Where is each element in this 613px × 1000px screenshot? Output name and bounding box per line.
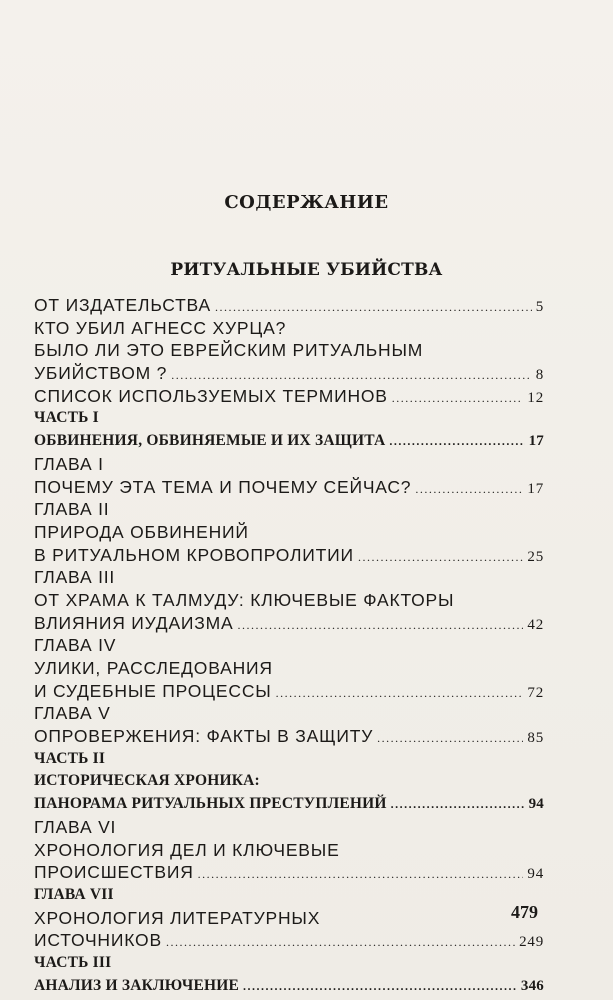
toc-entry-text: ОПРОВЕРЖЕНИЯ: ФАКТЫ В ЗАЩИТУ <box>34 726 374 747</box>
dot-leader <box>389 430 524 453</box>
toc-entry-text: ГЛАВА I <box>34 453 104 474</box>
toc-entry <box>34 952 544 975</box>
dot-leader <box>276 682 524 703</box>
toc-entry-text: АНАЛИЗ И ЗАКЛЮЧЕНИЕ <box>34 976 240 994</box>
toc-entry-text: ОТ ИЗДАТЕЛЬСТВА <box>34 295 211 315</box>
toc-entry-text: ГЛАВА VII <box>34 885 114 903</box>
toc-entry <box>34 861 544 884</box>
toc-entry <box>34 385 544 408</box>
toc-entry-text: ГЛАВА IV <box>34 635 117 656</box>
toc-entry <box>34 430 544 453</box>
toc-entry-text: ИСТОЧНИКОВ <box>34 930 162 951</box>
toc-entry <box>34 294 544 317</box>
dot-leader <box>358 546 523 567</box>
toc-entry <box>34 521 544 544</box>
dot-leader <box>166 931 515 952</box>
dot-leader <box>415 478 523 499</box>
toc-entry-page: 249 <box>519 934 544 951</box>
toc-entry-text: ГЛАВА V <box>34 703 111 724</box>
toc-entry-page: 25 <box>527 548 544 565</box>
toc-entry <box>34 702 544 725</box>
toc-entry-text: ПРОИСШЕСТВИЯ <box>34 862 194 883</box>
toc-entry <box>34 657 544 680</box>
toc-entry-text: КТО УБИЛ АГНЕСС ХУРЦА? <box>34 317 287 338</box>
dot-leader <box>243 975 517 998</box>
toc-entry-text: ЧАСТЬ III <box>34 953 112 971</box>
toc-entry-page: 12 <box>527 389 544 406</box>
toc-entry <box>34 725 544 748</box>
toc-entry <box>34 770 544 793</box>
toc-entry <box>34 317 544 340</box>
dot-leader <box>391 793 525 816</box>
dot-leader <box>171 364 532 385</box>
toc-entry <box>34 634 544 657</box>
toc-entry <box>34 453 544 476</box>
toc-entry-text: И СУДЕБНЫЕ ПРОЦЕССЫ <box>34 680 272 701</box>
toc-entry-page: 94 <box>528 796 544 813</box>
toc-entry <box>34 929 544 952</box>
toc-entry <box>34 339 544 362</box>
toc-entry <box>34 476 544 499</box>
toc-entry-page: 17 <box>528 433 544 450</box>
toc-entry-page: 17 <box>527 480 544 497</box>
toc-entry <box>34 544 544 567</box>
toc-entry-page: 72 <box>527 684 544 701</box>
toc-entry-text: ПАНОРАМА РИТУАЛЬНЫХ ПРЕСТУПЛЕНИЙ <box>34 795 387 813</box>
toc-entry-text: СПИСОК ИСПОЛЬЗУЕМЫХ ТЕРМИНОВ <box>34 385 388 406</box>
page-number: 479 <box>511 902 538 922</box>
toc-entry <box>34 566 544 589</box>
toc-entry <box>34 907 544 930</box>
toc-entry <box>34 407 544 430</box>
toc-entry-text: ИСТОРИЧЕСКАЯ ХРОНИКА: <box>34 772 260 790</box>
dot-leader <box>377 727 523 748</box>
toc-entry-text: ГЛАВА III <box>34 567 116 588</box>
toc-entry-page: 42 <box>527 616 544 633</box>
contents-title: СОДЕРЖАНИЕ <box>224 192 389 213</box>
toc-entry-text: ГЛАВА II <box>34 499 110 520</box>
toc-entry-text: УЛИКИ, РАССЛЕДОВАНИЯ <box>34 658 273 678</box>
toc-entry-text: ОТ ХРАМА К ТАЛМУДУ: КЛЮЧЕВЫЕ ФАКТОРЫ <box>34 589 455 610</box>
toc-entry <box>34 589 544 612</box>
toc-entry-text: В РИТУАЛЬНОМ КРОВОПРОЛИТИИ <box>34 544 354 565</box>
toc-entry-text: УБИЙСТВОМ ? <box>34 363 168 384</box>
toc-entry <box>34 748 544 771</box>
toc-entry-text: ХРОНОЛОГИЯ ЛИТЕРАТУРНЫХ <box>34 907 321 928</box>
dot-leader <box>215 296 532 317</box>
toc-entry-page: 94 <box>527 866 544 883</box>
toc-entry <box>34 839 544 862</box>
dot-leader <box>392 387 524 408</box>
toc-entry-text: ЧАСТЬ I <box>34 409 99 427</box>
toc-entry-text: БЫЛО ЛИ ЭТО ЕВРЕЙСКИМ РИТУАЛЬНЫМ <box>34 340 424 361</box>
toc-entry-text: ГЛАВА VI <box>34 816 117 837</box>
toc-entry <box>34 612 544 635</box>
toc-entry <box>34 362 544 385</box>
toc-entry-page: 8 <box>535 367 544 384</box>
toc-entry-text: ВЛИЯНИЯ ИУДАИЗМА <box>34 612 234 633</box>
toc-entry-page: 5 <box>535 299 544 315</box>
dot-leader <box>238 614 524 635</box>
table-of-contents <box>34 294 544 997</box>
toc-entry-page: 85 <box>527 730 544 747</box>
toc-entry <box>34 680 544 703</box>
toc-entry-text: ПРИРОДА ОБВИНЕНИЙ <box>34 521 249 542</box>
toc-entry <box>34 975 544 998</box>
toc-entry <box>34 884 544 907</box>
toc-entry <box>34 498 544 521</box>
toc-entry-text: ЧАСТЬ II <box>34 749 106 767</box>
section-title: РИТУАЛЬНЫЕ УБИЙСТВА <box>170 260 443 280</box>
toc-entry-text: ХРОНОЛОГИЯ ДЕЛ И КЛЮЧЕВЫЕ <box>34 839 340 860</box>
toc-entry-text: ОБВИНЕНИЯ, ОБВИНЯЕМЫЕ И ИХ ЗАЩИТА <box>34 432 386 450</box>
dot-leader <box>198 863 524 884</box>
toc-entry-text: ПОЧЕМУ ЭТА ТЕМА И ПОЧЕМУ СЕЙЧАС? <box>34 476 412 497</box>
toc-entry-page: 346 <box>520 977 544 994</box>
toc-entry <box>34 793 544 816</box>
toc-entry <box>34 816 544 839</box>
